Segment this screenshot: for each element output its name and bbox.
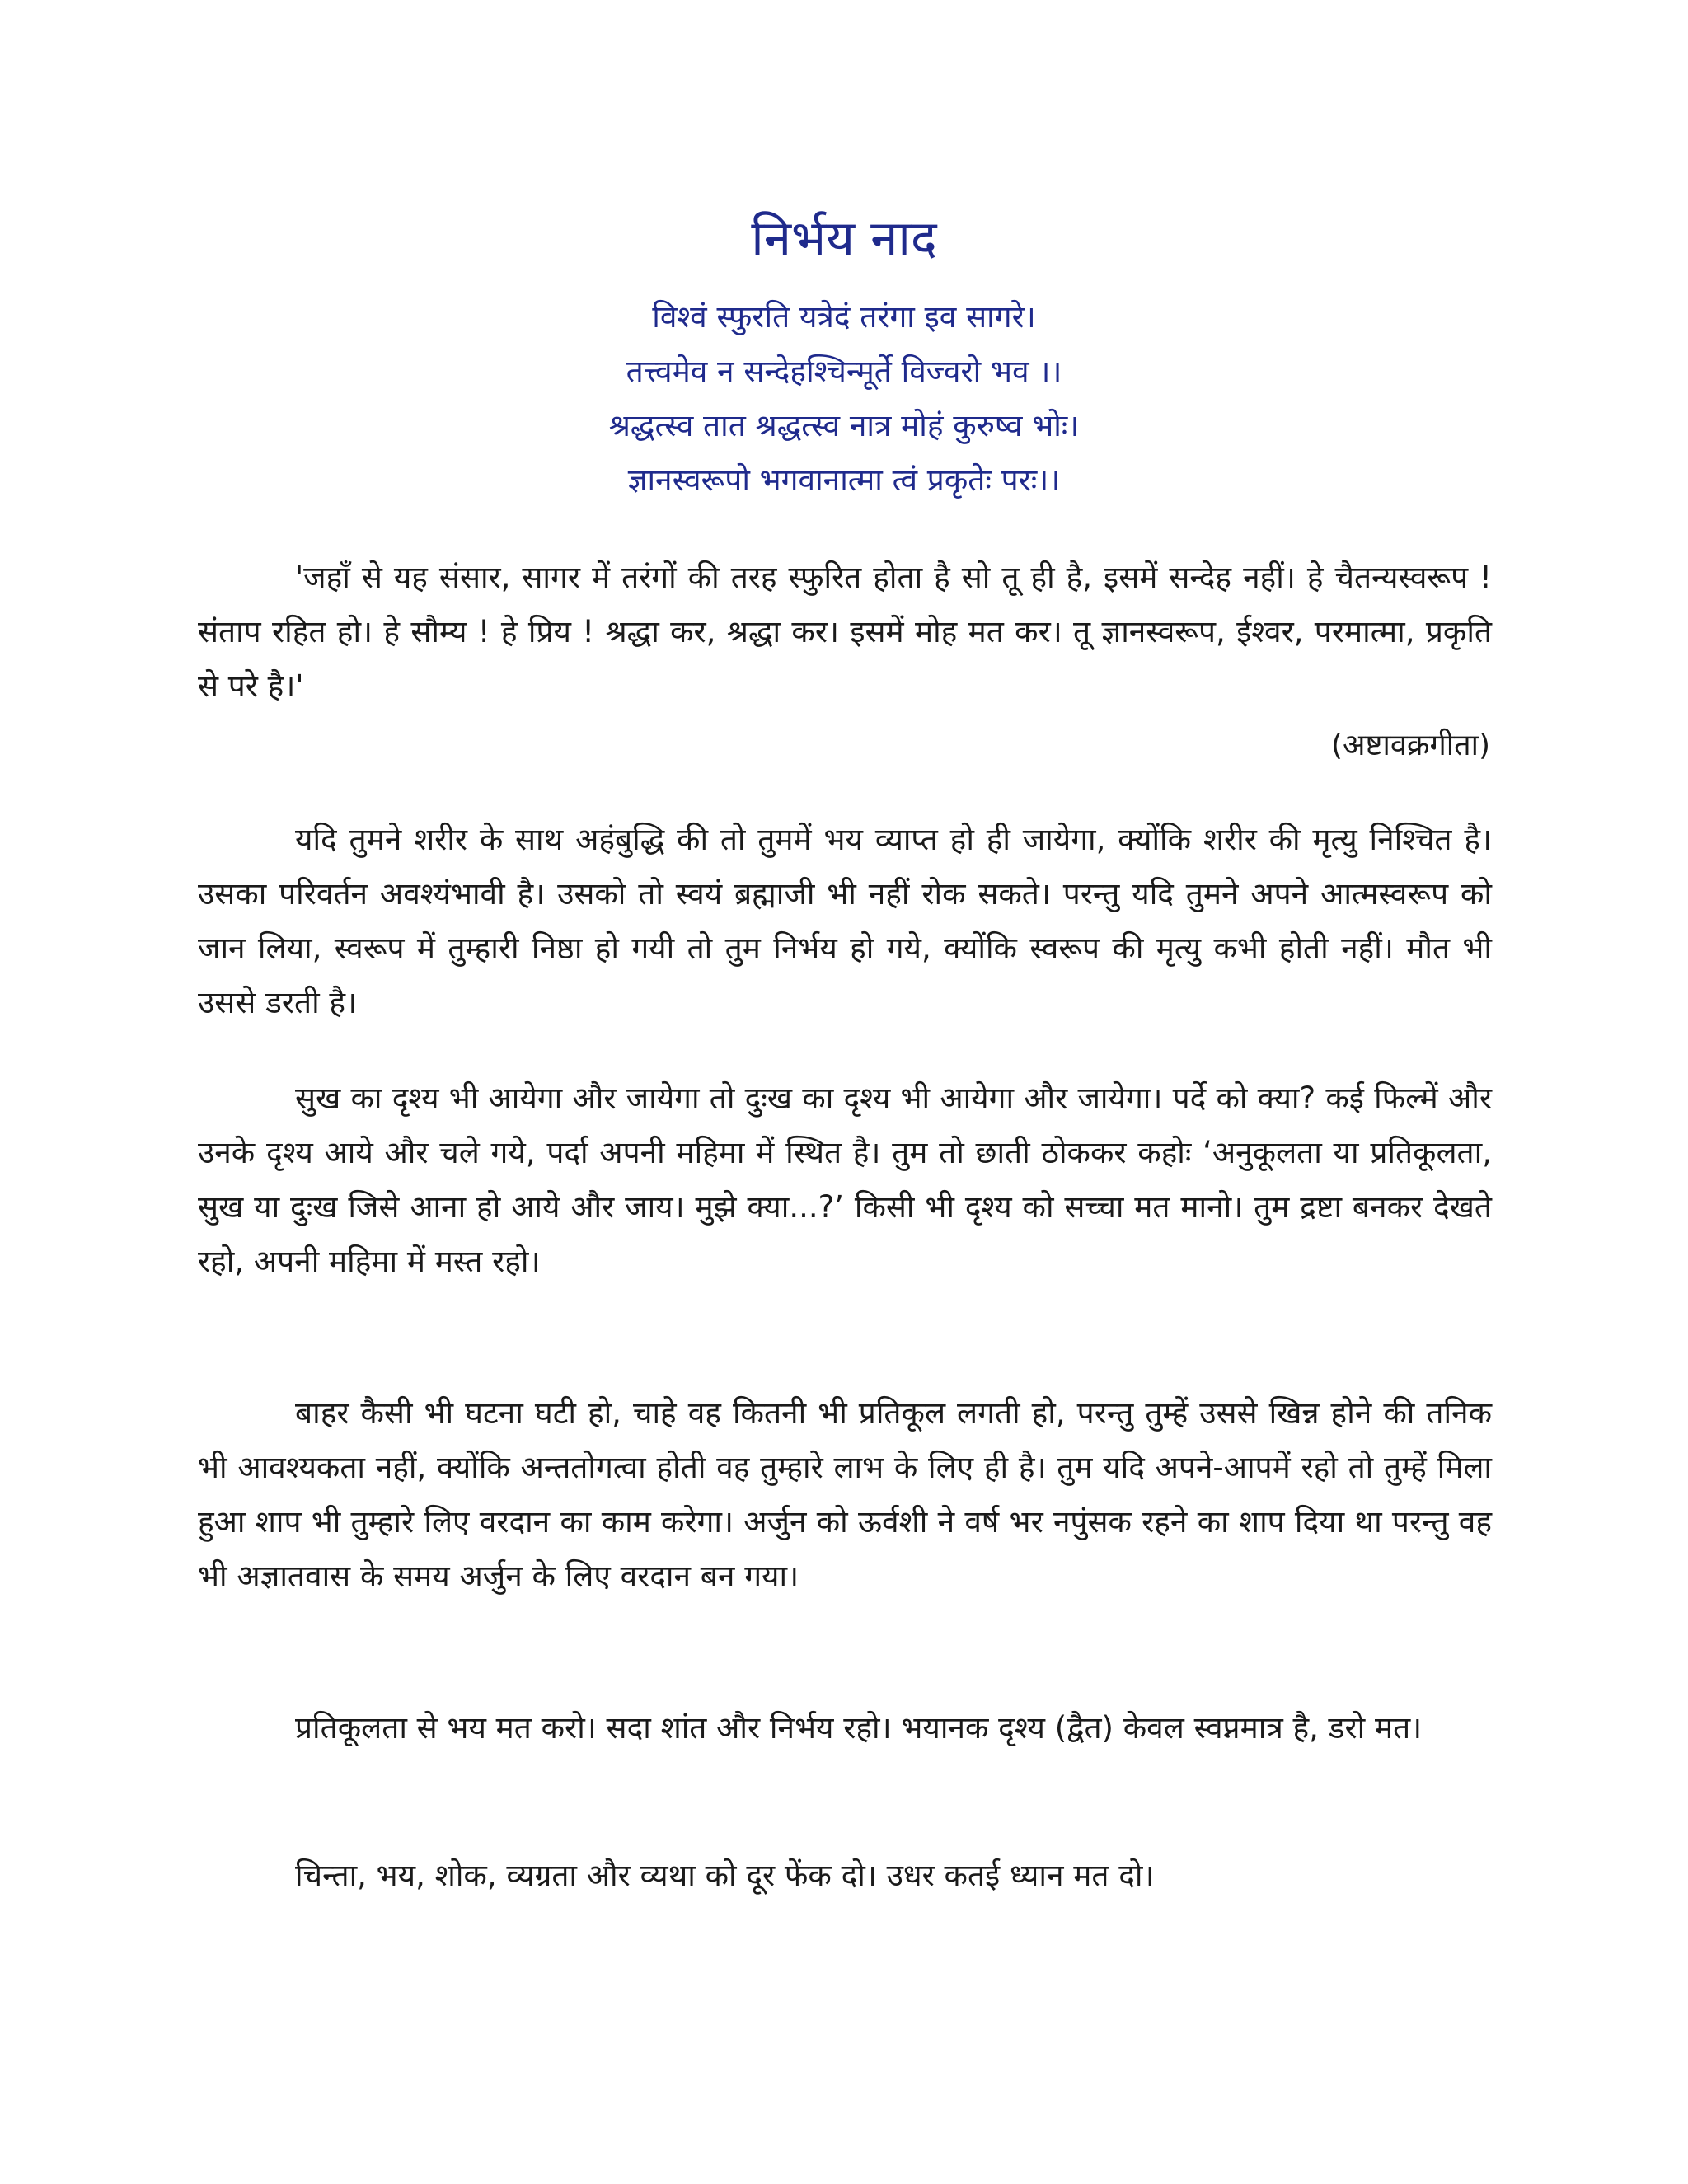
page-title: निर्भय नाद (751, 210, 937, 268)
body-paragraph: यदि तुमने शरीर के साथ अहंबुद्धि की तो तुममें भय व्याप्त हो ही जायेगा, क्योंकि शरीर की मृत्यु निश्चित है। उसका परिवर्तन अवश्यंभावी है। उसको तो स्वयं ब्रह्माजी भी नहीं रोक सकते। परन्तु यदि तुमने अपने आत्मस्वरूप को जान लिया, स्वरूप में तुम्हारी निष्ठा हो गयी तो तुम निर्भय हो गये, क्योंकि स्वरूप की मृत्यु कभी होती नहीं। मौत भी उससे डरती है। (198, 822, 1492, 1020)
source-citation: (अष्टावक्रगीता) (1330, 729, 1490, 762)
verse-line: ज्ञानस्वरूपो भगवानात्मा त्वं प्रकृतेः परः।। (627, 462, 1061, 498)
verse-line: तत्त्वमेव न सन्देहश्चिन्मूर्ते विज्वरो भव ।। (626, 354, 1062, 389)
translation-paragraph: 'जहाँ से यह संसार, सागर में तरंगों की तरह स्फुरित होता है सो तू ही है, इसमें सन्देह नहीं। हे चैतन्यस्वरूप ! संताप रहित हो। हे सौम्य ! हे प्रिय ! श्रद्धा कर, श्रद्धा कर। इसमें मोह मत कर। तू ज्ञानस्वरूप, ईश्वर, परमात्मा, प्रकृति से परे है।' (198, 560, 1492, 704)
paragraph-5 (198, 1849, 1492, 1903)
verse-line: विश्वं स्फुरति यत्रेदं तरंगा इव सागरे। (652, 299, 1036, 335)
paragraph-4 (198, 1701, 1492, 1755)
body-paragraph: सुख का दृश्य भी आयेगा और जायेगा तो दुःख का दृश्य भी आयेगा और जायेगा। पर्दे को क्या? कई फिल्में और उनके दृश्य आये और चले गये, पर्दा अपनी महिमा में स्थित है। तुम तो छाती ठोककर कहोः ‘अनुकूलता या प्रतिकूलता, सुख या दुःख जिसे आना हो आये और जाय। मुझे क्या...?’ किसी भी दृश्य को सच्चा मत मानो। तुम द्रष्टा बनकर देखते रहो, अपनी महिमा में मस्त रहो। (198, 1080, 1492, 1279)
paragraph-3 (198, 1386, 1492, 1604)
body-paragraph: बाहर कैसी भी घटना घटी हो, चाहे वह कितनी भी प्रतिकूल लगती हो, परन्तु तुम्हें उससे खिन्न होने की तनिक भी आवश्यकता नहीं, क्योंकि अन्ततोगत्वा होती वह तुम्हारे लाभ के लिए ही है। तुम यदि अपने-आपमें रहो तो तुम्हें मिला हुआ शाप भी तुम्हारे लिए वरदान का काम करेगा। अर्जुन को ऊर्वशी ने वर्ष भर नपुंसक रहने का शाप दिया था परन्तु वह भी अज्ञातवास के समय अर्जुन के लिए वरदान बन गया। (198, 1395, 1492, 1594)
verse-translation (198, 551, 1492, 714)
body-paragraph: प्रतिकूलता से भय मत करो। सदा शांत और निर्भय रहो। भयानक दृश्य (द्वैत) केवल स्वप्नमात्र है, डरो मत। (295, 1710, 1423, 1746)
paragraph-1 (198, 813, 1492, 1030)
verse-line: श्रद्धत्स्व तात श्रद्धत्स्व नात्र मोहं कुरुष्व भोः। (608, 408, 1080, 443)
paragraph-2 (198, 1071, 1492, 1289)
body-paragraph: चिन्ता, भय, शोक, व्यग्रता और व्यथा को दूर फेंक दो। उधर कतई ध्यान मत दो। (295, 1858, 1155, 1893)
sanskrit-verse (0, 290, 1688, 508)
